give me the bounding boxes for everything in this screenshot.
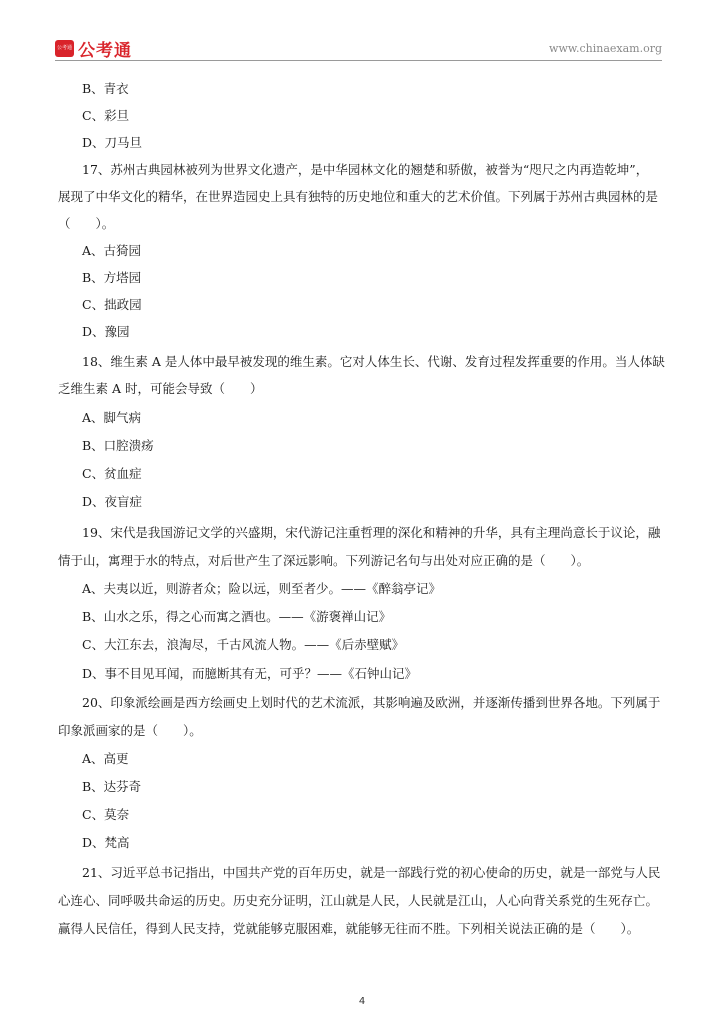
option-a-q18: A、脚气病 <box>82 410 142 425</box>
option-d-q16: D、刀马旦 <box>82 135 143 150</box>
question-20-stem: 20、印象派绘画是西方绘画史上划时代的艺术流派，其影响遍及欧洲，并逐渐传播到世界各地。下列属于 <box>82 695 661 710</box>
question-17-stem: 17、苏州古典园林被列为世界文化遗产，是中华园林文化的翘楚和骄傲，被誉为“咫尺之内再造乾坤”， <box>82 162 649 177</box>
question-20-stem-cont: 印象派画家的是（ ）。 <box>58 723 202 738</box>
question-21-stem: 21、习近平总书记指出，中国共产党的百年历史，就是一部践行党的初心使命的历史，就是一部党与人民 <box>82 865 661 880</box>
option-a-q20: A、高更 <box>82 751 129 766</box>
question-19-stem: 19、宋代是我国游记文学的兴盛期，宋代游记注重哲理的深化和精神的升华，具有主理尚意长于议论，融 <box>82 525 661 540</box>
question-21-stem-cont: 赢得人民信任，得到人民支持，党就能够克服困难，就能够无往而不胜。下列相关说法正确的是（ ）。 <box>58 921 640 936</box>
logo-text: 公考通 <box>78 41 132 61</box>
option-b-q19: B、山水之乐，得之心而寓之酒也。——《游褒禅山记》 <box>82 609 392 624</box>
option-a-q19: A、夫夷以近，则游者众；险以远，则至者少。——《醉翁亭记》 <box>82 581 442 596</box>
option-c-q17: C、拙政园 <box>82 297 142 312</box>
option-b-q18: B、口腔溃疡 <box>82 438 154 453</box>
question-17-stem-cont: 展现了中华文化的精华，在世界造园史上具有独特的历史地位和重大的艺术价值。下列属于苏州古典园林的是 <box>58 189 659 204</box>
question-21-stem-cont: 心连心、同呼吸共命运的历史。历史充分证明，江山就是人民，人民就是江山，人心向背关系党的生死存亡。 <box>58 893 659 908</box>
page-number: 4 <box>358 996 366 1007</box>
logo <box>55 36 132 61</box>
option-d-q20: D、梵高 <box>82 835 130 850</box>
question-18-stem-cont: 乏维生素 A 时，可能会导致（ ） <box>58 381 263 396</box>
option-d-q17: D、豫园 <box>82 324 130 339</box>
option-d-q19: D、事不目见耳闻，而臆断其有无，可乎？——《石钟山记》 <box>82 666 418 681</box>
option-c-q18: C、贫血症 <box>82 466 142 481</box>
option-c-q19: C、大江东去，浪淘尽，千古风流人物。——《后赤壁赋》 <box>82 637 405 652</box>
page-header <box>0 0 724 62</box>
option-b-q16: B、青衣 <box>82 81 129 96</box>
question-18-stem: 18、维生素 A 是人体中最早被发现的维生素。它对人体生长、代谢、发育过程发挥重要的作用。当人体缺 <box>82 354 665 369</box>
logo-badge: 公考通 <box>55 40 74 57</box>
header-divider <box>55 60 662 61</box>
site-url[interactable]: www.chinaexam.org <box>549 42 662 55</box>
question-19-stem-cont: 情于山，寓理于水的特点，对后世产生了深远影响。下列游记名句与出处对应正确的是（ ）。 <box>58 553 590 568</box>
option-a-q17: A、古猗园 <box>82 243 142 258</box>
option-c-q20: C、莫奈 <box>82 807 130 822</box>
option-d-q18: D、夜盲症 <box>82 494 143 509</box>
option-c-q16: C、彩旦 <box>82 108 130 123</box>
option-b-q17: B、方塔园 <box>82 270 142 285</box>
question-17-stem-cont: （ ）。 <box>58 216 115 231</box>
option-b-q20: B、达芬奇 <box>82 779 142 794</box>
